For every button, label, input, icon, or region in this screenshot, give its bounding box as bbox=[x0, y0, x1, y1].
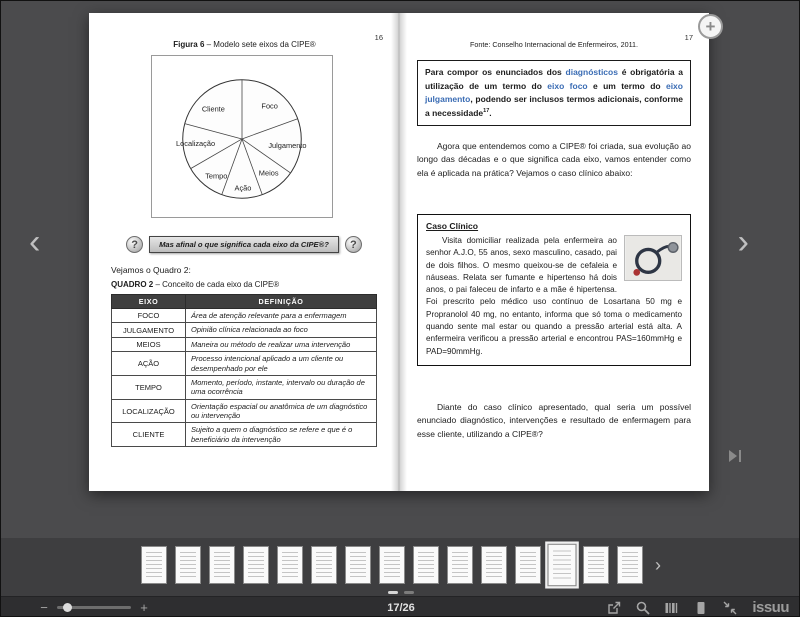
page-thumbnail[interactable] bbox=[413, 546, 439, 584]
thumbnail-preview bbox=[146, 552, 162, 578]
share-icon[interactable] bbox=[607, 601, 621, 615]
highlight-blue-term: diagnósticos bbox=[565, 67, 618, 77]
thumbnail-next-icon[interactable]: › bbox=[655, 555, 661, 575]
table-header-row bbox=[112, 295, 377, 309]
question-banner-row bbox=[107, 236, 381, 253]
thumbnail-preview bbox=[520, 552, 536, 578]
definition-cell: Área de atenção relevante para a enfermagem bbox=[186, 309, 377, 323]
zoom-slider-knob[interactable] bbox=[63, 603, 72, 612]
table-row bbox=[112, 309, 377, 323]
axis-table-body bbox=[112, 309, 377, 447]
paragraph-question: Diante do caso clínico apresentado, qual seria um possível enunciado diagnóstico, intervenções e resultado de enfermagem para esse cliente, utilizando a CIPE®? bbox=[417, 402, 691, 439]
highlight-segment: Para compor os enunciados dos bbox=[425, 67, 566, 77]
case-title: Caso Clínico bbox=[426, 221, 479, 231]
figure-caption bbox=[137, 40, 352, 49]
page-thumbnail[interactable] bbox=[379, 546, 405, 584]
thumbnail-preview bbox=[180, 552, 196, 578]
table-title-text: – Conceito de cada eixo da CIPE® bbox=[153, 280, 280, 289]
source-note: Fonte: Conselho Internacional de Enfermeiros, 2011. bbox=[469, 40, 639, 49]
page-indicator: 17/26 bbox=[387, 601, 415, 614]
page-thumbnail[interactable] bbox=[311, 546, 337, 584]
seven-axes-pie-figure bbox=[151, 55, 333, 218]
stethoscope-photo bbox=[624, 235, 682, 281]
paragraph-intro-case: Agora que entendemos como a CIPE® foi criada, sua evolução ao longo das décadas e o que significa cada eixo, vamos entender como ela é aplicada na prática? Vejamos o caso clínico abaixo: bbox=[417, 141, 691, 178]
pie-chart bbox=[152, 56, 332, 217]
highlight-segment: . bbox=[489, 107, 492, 118]
table-row bbox=[112, 399, 377, 423]
bottom-toolbar bbox=[1, 596, 800, 617]
page-thumbnail[interactable] bbox=[617, 546, 643, 584]
question-mark-icon: ? bbox=[126, 236, 143, 253]
axis-cell: MEIOS bbox=[112, 337, 186, 351]
thumbnail-preview bbox=[486, 552, 502, 578]
thumbnail-preview bbox=[214, 552, 230, 578]
lead-text: Vejamos o Quadro 2: bbox=[111, 265, 191, 275]
toolbar-right-icons bbox=[607, 599, 789, 616]
table-row bbox=[112, 337, 377, 351]
page-left[interactable] bbox=[89, 13, 399, 491]
table-row bbox=[112, 352, 377, 376]
highlight-text bbox=[417, 60, 691, 126]
figure-caption-text: – Modelo sete eixos da CIPE® bbox=[204, 40, 316, 49]
thumbnail-preview bbox=[248, 552, 264, 578]
single-page-icon[interactable] bbox=[694, 601, 708, 615]
page-thumbnail[interactable] bbox=[547, 544, 576, 587]
pager-dash[interactable] bbox=[404, 591, 414, 594]
zoom-controls bbox=[39, 601, 149, 614]
zoom-out-button[interactable]: − bbox=[40, 600, 48, 615]
page-thumbnail[interactable] bbox=[277, 546, 303, 584]
zoom-in-button[interactable]: + bbox=[140, 600, 148, 615]
figure-caption-label: Figura 6 bbox=[173, 40, 205, 49]
axis-question-banner: Mas afinal o que significa cada eixo da CIPE®? bbox=[149, 236, 339, 253]
header-eixo: EIXO bbox=[112, 295, 186, 309]
thumbnail-preview bbox=[316, 552, 332, 578]
highlight-segment: 17 bbox=[483, 107, 490, 114]
highlight-segment: e um termo do bbox=[587, 80, 666, 91]
next-page-arrow[interactable]: › bbox=[737, 223, 749, 261]
definition-cell: Orientação espacial ou anatômica de um diagnóstico ou intervenção bbox=[186, 399, 377, 423]
axis-cell: CLIENTE bbox=[112, 423, 186, 447]
highlight-blue-term: eixo foco bbox=[547, 80, 588, 91]
page-thumbnail[interactable] bbox=[243, 546, 269, 584]
axis-cell: LOCALIZAÇÃO bbox=[112, 399, 186, 423]
page-right[interactable] bbox=[399, 13, 709, 491]
pie-label-tempo: Tempo bbox=[205, 171, 228, 181]
thumbnail-pager-dots bbox=[388, 591, 414, 594]
case-text: Visita domiciliar realizada pela enfermeira ao senhor A.J.O, 55 anos, sexo masculino, casado, pai de dois filhos. O mesmo queixou-se de cefaleia e náuseas. Relata ser fumante e hipertenso há dois anos, o pai faleceu de infarto e a mãe é hipertensa. Foi prescrito pelo médico uso contínuo de Losartana 50 mg e Propranolol 40 mg, no entanto, informa que só toma o medicamento quando sente mal estar ou quando a pressão arterial está alta. A enfermeira verificou a pressão arterial e encontrou PAS=160mmHg e PAD=90mmHg. bbox=[426, 236, 682, 356]
zoom-in-page-button[interactable]: + bbox=[698, 14, 723, 39]
page-thumbnail[interactable] bbox=[447, 546, 473, 584]
spread-view-icon[interactable] bbox=[665, 601, 679, 615]
highlight-segment: , podendo ser inclusos termos adicionais, conforme a necessidade bbox=[425, 94, 683, 118]
zoom-slider[interactable] bbox=[57, 606, 131, 609]
axis-cell: FOCO bbox=[112, 309, 186, 323]
thumbnail-preview bbox=[452, 552, 468, 578]
table-row bbox=[112, 423, 377, 447]
pie-label-localizacao: Localização bbox=[176, 138, 216, 148]
axis-cell: TEMPO bbox=[112, 375, 186, 399]
search-icon[interactable] bbox=[636, 601, 650, 615]
definition-cell: Sujeito a quem o diagnóstico se refere e que é o beneficiário da intervenção bbox=[186, 423, 377, 447]
highlight-segment: é obrigatória a utilização de um termo do bbox=[425, 67, 684, 91]
page-spread bbox=[89, 13, 709, 491]
thumbnail-preview bbox=[418, 552, 434, 578]
axis-definition-table bbox=[111, 294, 377, 447]
page-thumbnail[interactable] bbox=[209, 546, 235, 584]
header-definicao: DEFINIÇÃO bbox=[186, 295, 377, 309]
axis-cell: JULGAMENTO bbox=[112, 323, 186, 337]
thumbnail-preview bbox=[622, 552, 638, 578]
pie-label-cliente: Cliente bbox=[201, 104, 225, 114]
table-title bbox=[111, 280, 381, 289]
page-thumbnail[interactable] bbox=[515, 546, 541, 584]
page-thumbnail[interactable] bbox=[345, 546, 371, 584]
definition-cell: Momento, período, instante, intervalo ou duração de uma ocorrência bbox=[186, 375, 377, 399]
thumbnail-row bbox=[141, 544, 661, 586]
issuu-logo[interactable]: issuu bbox=[752, 599, 789, 616]
table-row bbox=[112, 323, 377, 337]
thumbnail-preview bbox=[553, 550, 571, 579]
thumbnail-band bbox=[1, 538, 800, 596]
page-thumbnail[interactable] bbox=[481, 546, 507, 584]
exit-fullscreen-icon[interactable] bbox=[723, 601, 737, 615]
thumbnail-strip bbox=[141, 546, 643, 584]
page-thumbnail[interactable] bbox=[175, 546, 201, 584]
question-mark-icon: ? bbox=[345, 236, 362, 253]
highlight-blue-term: eixo julgamento bbox=[425, 80, 683, 105]
pie-label-foco: Foco bbox=[261, 101, 278, 111]
table-row bbox=[112, 375, 377, 399]
page-thumbnail[interactable] bbox=[583, 546, 609, 584]
pie-label-julgamento: Julgamento bbox=[268, 140, 307, 150]
clinical-case-box bbox=[417, 214, 691, 366]
pie-label-meios: Meios bbox=[258, 168, 279, 178]
pie-label-acao: Ação bbox=[234, 183, 252, 193]
thumbnail-preview bbox=[384, 552, 400, 578]
page-number-right: 17 bbox=[684, 33, 693, 42]
definition-cell: Processo intencional aplicado a um cliente ou desempenhado por ele bbox=[186, 352, 377, 376]
thumbnail-preview bbox=[588, 552, 604, 578]
thumbnail-preview bbox=[350, 552, 366, 578]
axis-cell: AÇÃO bbox=[112, 352, 186, 376]
table-title-label: QUADRO 2 bbox=[111, 280, 154, 289]
thumbnail-preview bbox=[282, 552, 298, 578]
pager-dash-active[interactable] bbox=[388, 591, 398, 594]
page-thumbnail[interactable] bbox=[141, 546, 167, 584]
definition-cell: Opinião clínica relacionada ao foco bbox=[186, 323, 377, 337]
previous-page-arrow[interactable]: ‹ bbox=[29, 223, 41, 261]
last-page-icon[interactable] bbox=[728, 449, 743, 463]
definition-cell: Maneira ou método de realizar uma intervenção bbox=[186, 337, 377, 351]
page-number-left: 16 bbox=[374, 33, 383, 42]
